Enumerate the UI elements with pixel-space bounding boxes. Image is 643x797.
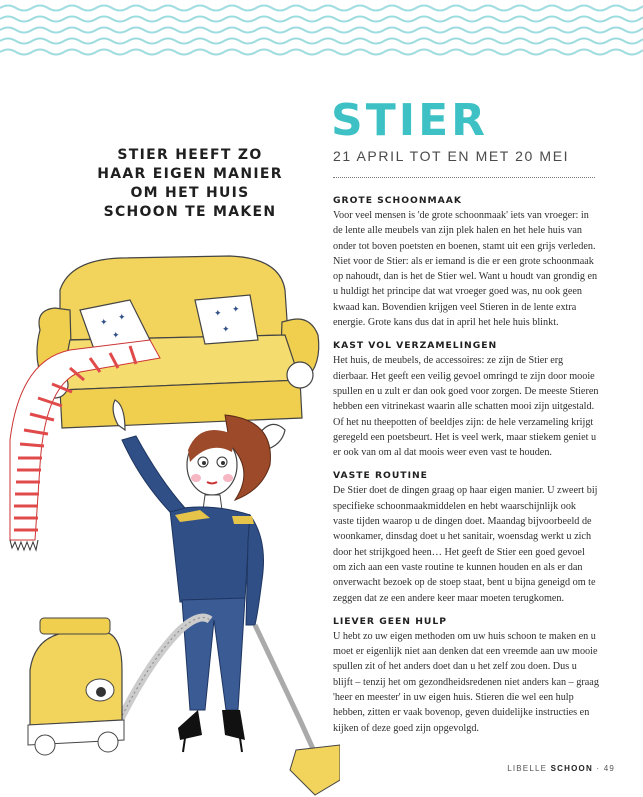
headline-line: HAAR EIGEN MANIER <box>97 166 283 182</box>
svg-text:✦: ✦ <box>112 330 120 340</box>
article-section <box>333 469 599 605</box>
section-body: Voor veel mensen is 'de grote schoonmaak' iets van vroeger: in de lente alle meubels van zijn plek halen en het hele huis van onder tot boven poetsten en boenen, stamt uit een grijs verleden. Niet voor de Stier: als er iemand is die er een grote schoonmaak op nahoudt, dan is het de Stier wel. Want u houdt van grondig en u huldigt het principe dat wat vroeger goed was, nu ook geen kwaad kan. Bovendien krijgen veel Stieren in de lente extra energie. Grote kans dus dat in april het hele huis blinkt. <box>333 210 598 329</box>
dotted-divider <box>333 177 595 178</box>
section-heading: LIEVER GEEN HULP <box>333 615 447 627</box>
svg-text:✦: ✦ <box>118 312 126 322</box>
section-heading: VASTE ROUTINE <box>333 470 428 482</box>
svg-text:✦: ✦ <box>214 308 222 318</box>
sofa-icon <box>37 256 319 428</box>
page-footer <box>507 764 615 773</box>
section-heading: KAST VOL VERZAMELINGEN <box>333 340 498 352</box>
magazine-name: LIBELLE <box>507 764 548 773</box>
headline-line: STIER HEEFT ZO <box>117 147 263 163</box>
section-body: U hebt zo uw eigen methoden om uw huis schoon te maken en u moet er eigenlijk niet aan denken dat een vreemde aan uw mooie spullen zit of het anders doet dan u het zelf zou doen. Dus u blijft – tenzij het om gezondheidsredenen niet anders kan – graag 'heer en meester' in uw eigen huis. Stieren die wel een hulp hebben, zitten er vaak bovenop, geven duidelijke instructies en kijken of deze goed zijn opgevolgd. <box>333 630 599 734</box>
vacuum-cleaner-icon <box>28 618 340 795</box>
page-number: 49 <box>603 764 615 773</box>
article-body <box>333 194 599 745</box>
pull-quote-headline <box>70 146 310 222</box>
section-body: Het huis, de meubels, de accessoires: ze zijn de Stier erg dierbaar. Het geeft een veilig gevoel omringd te zijn door mooie spullen en u zult er dan ook goed voor zorgen. De meeste Stieren hebben een vitrinekast waarin alle schatten mooi zijn uitgestald. Of het nu theepotten of beeldjes zijn: de hele verzameling krijgt geregeld een poetsbeurt. Het is veel werk, maar stiekem geniet u er ook van om al dat moois weer even vast te houden. <box>333 355 599 459</box>
footer-separator: · <box>596 764 601 773</box>
woman-lifting-sofa-illustration <box>0 240 340 797</box>
svg-text:✦: ✦ <box>222 324 230 334</box>
page-title: STIER <box>331 95 489 146</box>
headline-line: SCHOON TE MAKEN <box>103 204 277 220</box>
wave-pattern-header <box>0 0 643 62</box>
svg-text:✦: ✦ <box>232 304 240 314</box>
woman-figure-icon <box>113 400 285 752</box>
article-section <box>333 615 599 736</box>
issue-name: SCHOON <box>550 764 593 773</box>
headline-line: OM HET HUIS <box>130 185 250 201</box>
date-range: 21 APRIL TOT EN MET 20 MEI <box>333 148 570 164</box>
section-heading: GROTE SCHOONMAAK <box>333 195 463 206</box>
article-section <box>333 194 599 330</box>
article-section <box>333 339 599 460</box>
section-body: De Stier doet de dingen graag op haar eigen manier. U zweert bij specifieke schoonmaakmiddelen en hebt waarschijnlijk ook vaste tijden waarop u de dingen doet. Maandag bijvoorbeeld de woonkamer, dinsdag doet u het sanitair, woensdag werkt u zich door het strijkgoed heen… Het geeft de Stier een goed gevoel om zich aan een vaste routine te kunnen houden en als er dan onverwacht bezoek op de stoep staat, bent u bijna geneigd om te zeggen dat ze een andere keer maar moeten terugkomen. <box>333 485 598 604</box>
svg-text:✦: ✦ <box>100 317 108 327</box>
